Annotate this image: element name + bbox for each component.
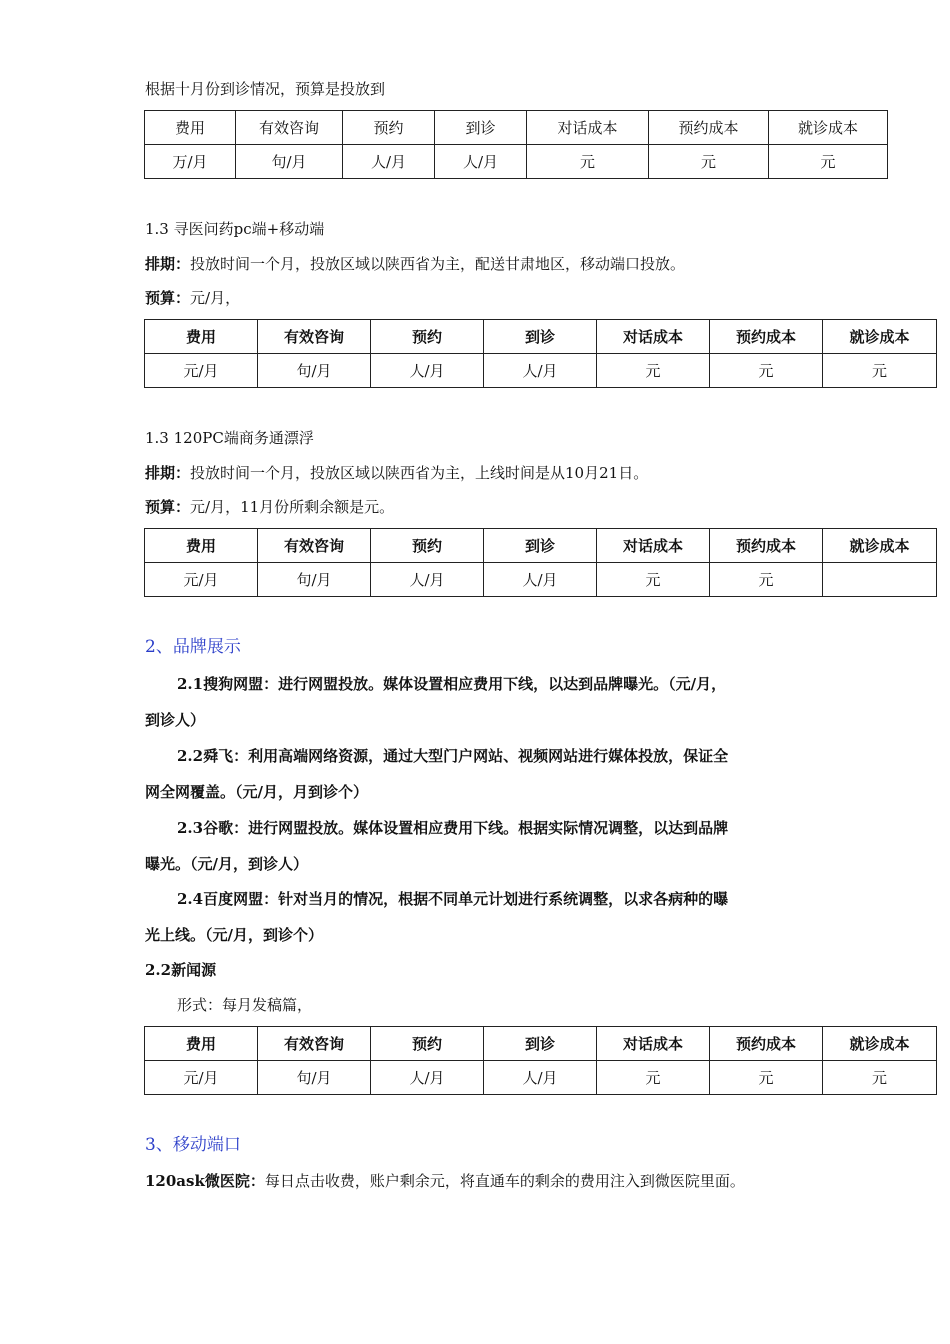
table-row	[145, 1061, 937, 1095]
table-row	[145, 145, 888, 179]
table-header-cell: 费用	[145, 111, 236, 145]
budget-table-3	[144, 528, 937, 597]
table-cell: 人/月	[371, 1061, 484, 1095]
budget-text: 元/月，	[190, 289, 241, 307]
table-header-cell: 对话成本	[597, 529, 710, 563]
table-header-cell: 费用	[145, 529, 258, 563]
budget-line-2	[145, 497, 394, 517]
table-header-row	[145, 320, 937, 354]
table-cell: 元	[710, 1061, 823, 1095]
table-header-cell: 就诊成本	[823, 320, 937, 354]
table-header-cell: 预约成本	[710, 1027, 823, 1061]
table-cell: 句/月	[258, 563, 371, 597]
table-header-row	[145, 529, 937, 563]
table-cell: 人/月	[435, 145, 527, 179]
intro-text: 根据十月份到诊情况，预算是投放到	[145, 80, 386, 98]
table-header-cell: 到诊	[435, 111, 527, 145]
table-header-cell: 费用	[145, 1027, 258, 1061]
table-header-cell: 对话成本	[597, 320, 710, 354]
paragraph-2-3-line-1: 2.3谷歌：进行网盟投放。媒体设置相应费用下线。根据实际情况调整，以达到品牌	[177, 819, 729, 837]
table-header-cell: 预约	[343, 111, 435, 145]
table-header-cell: 预约成本	[710, 529, 823, 563]
table-cell: 元	[769, 145, 888, 179]
table-header-cell: 预约	[371, 320, 484, 354]
section-heading-mobile: 3、移动端口	[145, 1135, 241, 1155]
budget-table-2	[144, 319, 937, 388]
table-header-cell: 就诊成本	[823, 1027, 937, 1061]
table-header-row	[145, 1027, 937, 1061]
budget-text: 元/月，11月份所剩余额是元。	[190, 498, 395, 516]
mobile-text: 每日点击收费，账户剩余元，将直通车的剩余的费用注入到微医院里面。	[264, 1172, 745, 1190]
table-cell: 元	[527, 145, 649, 179]
schedule-line-2	[145, 463, 648, 483]
schedule-label: 排期：	[145, 464, 191, 482]
table-row	[145, 354, 937, 388]
paragraph-2-2-line-1: 2.2舜飞：利用高端网络资源，通过大型门户网站、视频网站进行媒体投放，保证全	[177, 747, 729, 765]
table-cell: 元	[710, 354, 823, 388]
table-header-cell: 有效咨询	[258, 529, 371, 563]
table-header-cell: 就诊成本	[769, 111, 888, 145]
schedule-text: 投放时间一个月，投放区域以陕西省为主，配送甘肃地区，移动端口投放。	[190, 255, 686, 273]
schedule-text: 投放时间一个月，投放区域以陕西省为主，上线时间是从10月21日。	[190, 464, 649, 482]
table-cell: 元	[823, 354, 937, 388]
paragraph-2-2-line-2: 网全网覆盖。（元/月，月到诊个）	[145, 783, 368, 801]
section-title-1-3b: 1.3 120PC端商务通漂浮	[145, 429, 314, 447]
table-cell: 元	[597, 1061, 710, 1095]
table-cell: 句/月	[258, 1061, 371, 1095]
section-title-1-3a: 1.3 寻医问药pc端+移动端	[145, 220, 325, 238]
table-cell: 元/月	[145, 563, 258, 597]
table-header-cell: 到诊	[484, 1027, 597, 1061]
table-header-cell: 有效咨询	[236, 111, 343, 145]
table-cell: 人/月	[484, 1061, 597, 1095]
table-header-cell: 对话成本	[527, 111, 649, 145]
table-cell: 元	[597, 354, 710, 388]
budget-table-1	[144, 110, 888, 179]
table-header-cell: 就诊成本	[823, 529, 937, 563]
paragraph-2-4-line-2: 光上线。（元/月，到诊个）	[145, 926, 323, 944]
table-cell	[823, 563, 937, 597]
mobile-paragraph	[145, 1171, 745, 1191]
budget-label: 预算：	[145, 498, 191, 516]
table-cell: 人/月	[484, 563, 597, 597]
table-header-cell: 对话成本	[597, 1027, 710, 1061]
schedule-line-1	[145, 254, 685, 274]
paragraph-2-4-line-1: 2.4百度网盟：针对当月的情况，根据不同单元计划进行系统调整，以求各病种的曝	[177, 890, 729, 908]
table-cell: 人/月	[343, 145, 435, 179]
table-header-cell: 预约成本	[649, 111, 769, 145]
table-row	[145, 563, 937, 597]
table-cell: 元/月	[145, 1061, 258, 1095]
table-header-row	[145, 111, 888, 145]
table-header-cell: 有效咨询	[258, 320, 371, 354]
section-title-news: 2.2新闻源	[145, 961, 217, 979]
paragraph-2-3-line-2: 曝光。（元/月，到诊人）	[145, 855, 308, 873]
schedule-label: 排期：	[145, 255, 191, 273]
table-cell: 元	[823, 1061, 937, 1095]
table-cell: 元/月	[145, 354, 258, 388]
news-form-text: 形式：每月发稿篇，	[177, 996, 313, 1014]
table-cell: 元	[649, 145, 769, 179]
table-cell: 元	[597, 563, 710, 597]
table-header-cell: 到诊	[484, 529, 597, 563]
table-cell: 人/月	[484, 354, 597, 388]
table-cell: 句/月	[258, 354, 371, 388]
mobile-label: 120ask微医院：	[145, 1172, 265, 1190]
table-cell: 句/月	[236, 145, 343, 179]
table-header-cell: 预约成本	[710, 320, 823, 354]
table-header-cell: 到诊	[484, 320, 597, 354]
budget-table-4	[144, 1026, 937, 1095]
table-cell: 万/月	[145, 145, 236, 179]
section-heading-brand: 2、品牌展示	[145, 637, 241, 657]
budget-label: 预算：	[145, 289, 191, 307]
paragraph-2-1-line-2: 到诊人）	[145, 711, 206, 729]
table-header-cell: 预约	[371, 1027, 484, 1061]
table-cell: 人/月	[371, 563, 484, 597]
budget-line-1	[145, 288, 240, 308]
table-header-cell: 预约	[371, 529, 484, 563]
paragraph-2-1-line-1: 2.1搜狗网盟：进行网盟投放。媒体设置相应费用下线，以达到品牌曝光。（元/月，	[177, 675, 727, 693]
table-header-cell: 有效咨询	[258, 1027, 371, 1061]
table-header-cell: 费用	[145, 320, 258, 354]
table-cell: 元	[710, 563, 823, 597]
table-cell: 人/月	[371, 354, 484, 388]
